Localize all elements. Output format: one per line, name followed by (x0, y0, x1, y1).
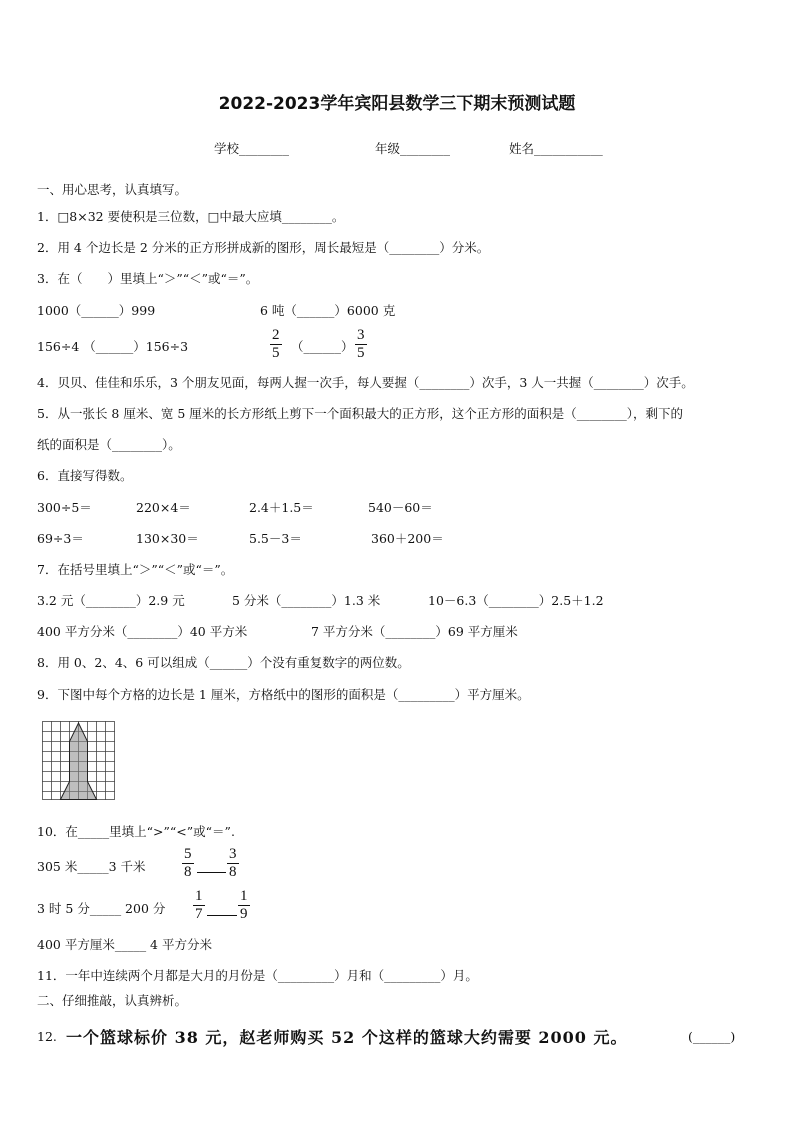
question-12-number: 12. (37, 1029, 57, 1044)
question-7-r1a: 3.2 元（________）2.9 元 (37, 593, 185, 608)
fraction-numerator: 5 (184, 846, 192, 862)
question-7-stem: 7．在括号里填上“＞”“＜”或“＝”。 (37, 562, 234, 577)
fraction-denominator: 8 (229, 864, 237, 880)
question-10c: 400 平方厘米_____ 4 平方分米 (37, 937, 212, 952)
fraction-denominator: 8 (184, 864, 192, 880)
q10-fraction-right-2 (238, 888, 250, 923)
fraction-numerator: 1 (195, 888, 203, 904)
question-7-r1c: 10－6.3（________）2.5＋1.2 (428, 593, 604, 608)
question-10b: 3 时 5 分_____ 200 分 (37, 901, 166, 916)
question-5-line2: 纸的面积是（________）。 (37, 437, 181, 452)
question-12-blank[interactable]: (______) (688, 1029, 736, 1044)
question-2: 2．用 4 个边长是 2 分米的正方形拼成新的图形，周长最短是（________）分米。 (37, 240, 490, 255)
q6-item: 540－60＝ (368, 500, 433, 515)
question-7-r2b: 7 平方分米（________）69 平方厘米 (311, 624, 518, 639)
question-9: 9．下图中每个方格的边长是 1 厘米，方格纸中的图形的面积是（_________）平方厘米。 (37, 687, 530, 702)
q10-blank-line[interactable] (207, 915, 237, 916)
q6-item: 2.4＋1.5＝ (249, 500, 314, 515)
section-1-heading: 一、用心思考，认真填写。 (37, 182, 188, 197)
question-8: 8．用 0、2、4、6 可以组成（______）个没有重复数字的两位数。 (37, 655, 410, 670)
q10-fraction-left-2 (193, 888, 205, 923)
fraction-numerator: 1 (240, 888, 248, 904)
question-4: 4．贝贝、佳佳和乐乐，3 个朋友见面，每两人握一次手，每人要握（________）次手，3 人一共握（________）次手。 (37, 375, 694, 390)
question-10-stem: 10．在_____里填上“>”“<”或“＝”. (37, 824, 235, 839)
fraction-denominator: 9 (240, 906, 248, 922)
fraction-denominator: 5 (357, 345, 365, 361)
section-2-heading: 二、仔细推敲，认真辨析。 (37, 993, 188, 1008)
question-5-line1: 5．从一张长 8 厘米、宽 5 厘米的长方形纸上剪下一个面积最大的正方形，这个正方形的面积是（________），剩下的 (37, 406, 684, 421)
q6-item: 300÷5＝ (37, 500, 92, 515)
question-7-r1b: 5 分米（________）1.3 米 (232, 593, 381, 608)
question-6-stem: 6．直接写得数。 (37, 468, 133, 483)
question-12-text: 一个篮球标价 38 元，赵老师购买 52 个这样的篮球大约需要 2000 元。 (66, 1028, 628, 1047)
grade-field[interactable]: 年级________ (375, 141, 451, 156)
question-3b: 6 吨（______）6000 克 (260, 303, 396, 318)
fraction-numerator: 3 (229, 846, 237, 862)
question-3d-left-fraction (270, 327, 282, 362)
question-3d-right-fraction (355, 327, 367, 362)
question-1: 1．□8×32 要使积是三位数，□中最大应填________。 (37, 209, 345, 224)
fraction-numerator: 2 (272, 327, 280, 343)
q10-blank-line[interactable] (197, 872, 226, 873)
q6-item: 220×4＝ (136, 500, 191, 515)
question-3a: 1000（______）999 (37, 303, 156, 318)
fraction-denominator: 5 (272, 345, 280, 361)
q6-item: 360＋200＝ (371, 531, 444, 546)
school-field[interactable]: 学校________ (214, 141, 290, 156)
question-3-stem: 3．在（ ）里填上“＞”“＜”或“＝”。 (37, 271, 259, 286)
question-10a: 305 米_____3 千米 (37, 859, 146, 874)
q6-item: 69÷3＝ (37, 531, 84, 546)
q6-item: 130×30＝ (136, 531, 199, 546)
page-title: 2022-2023学年宾阳县数学三下期末预测试题 (218, 94, 576, 114)
q6-item: 5.5－3＝ (249, 531, 302, 546)
question-3c: 156÷4 （______）156÷3 (37, 339, 189, 354)
fraction-denominator: 7 (195, 906, 203, 922)
question-3d-blank[interactable]: （______） (291, 339, 354, 354)
fraction-numerator: 3 (357, 327, 365, 343)
q10-fraction-left-1 (182, 846, 194, 881)
q10-fraction-right-1 (227, 846, 239, 881)
square-grid-figure (42, 721, 116, 801)
question-7-r2a: 400 平方分米（________）40 平方米 (37, 624, 248, 639)
name-field[interactable]: 姓名___________ (509, 141, 603, 156)
question-11: 11．一年中连续两个月都是大月的月份是（_________）月和（_________）月。 (37, 968, 478, 983)
